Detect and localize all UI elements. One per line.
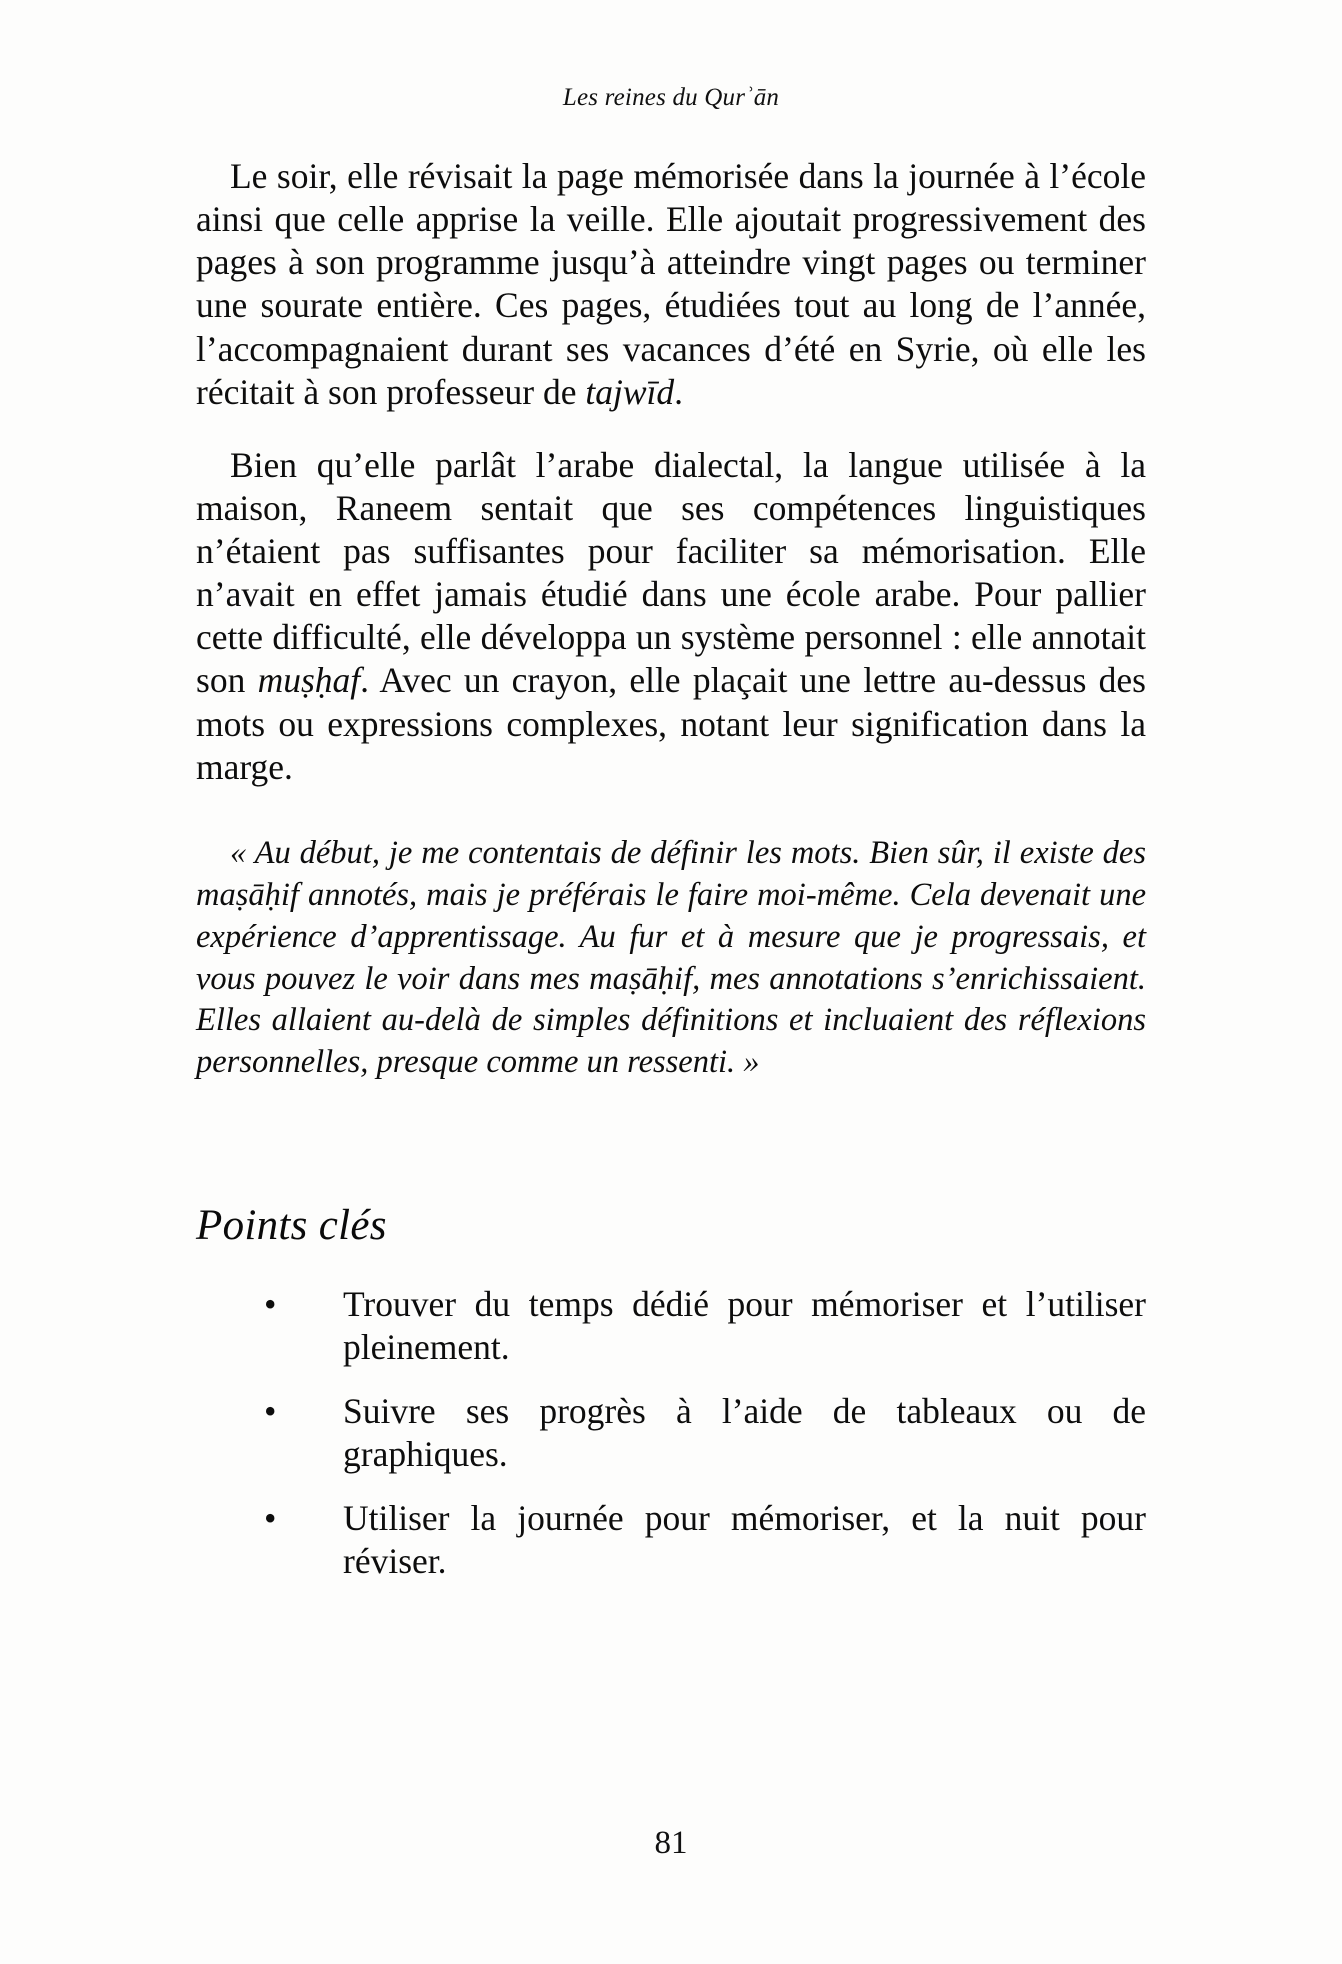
running-header: Les reines du Qurʾān (562, 84, 780, 111)
list-item (196, 1283, 1146, 1369)
paragraph-2-text-after-italic: . Avec un crayon, elle plaçait une lettre au-dessus des mots ou expressions complexes, notant leur signification dans la marge. (196, 660, 1146, 787)
body-paragraph-1 (196, 155, 1146, 414)
page-number: 81 (654, 1825, 688, 1861)
body-paragraph-2 (196, 444, 1146, 789)
key-points-list (196, 1283, 1146, 1584)
bullet-icon: • (264, 1283, 277, 1324)
list-item-label: Suivre ses progrès à l’aide de tableaux ou de graphiques. (343, 1390, 1146, 1474)
list-item-label: Utiliser la journée pour mémoriser, et la nuit pour réviser. (343, 1498, 1146, 1582)
list-item-label: Trouver du temps dédié pour mémoriser et l’utiliser pleinement. (343, 1283, 1146, 1367)
block-quotation: « Au début, je me contentais de définir les mots. Bien sûr, il existe des maṣāḥif annotés, mais je préférais le faire moi-même. Cela devenait une expérience d’apprentissage. Au fur et à mesure que je progressais, et vous pouvez le voir dans mes maṣāḥif, mes annotations s’enrichissaient. Elles allaient au-delà de simples définitions et incluaient des réflexions personnelles, presque comme un ressenti. » (196, 834, 1146, 1081)
section-heading-points-cles: Points clés (196, 1202, 387, 1250)
page-text-block (196, 155, 1146, 1583)
italic-term-mushaf: muṣḥaf (257, 660, 361, 701)
bullet-icon: • (264, 1390, 277, 1431)
bullet-icon: • (264, 1498, 277, 1539)
paragraph-1-text-before-italic: Le soir, elle révisait la page mémorisée dans la journée à l’école ainsi que celle apprise la veille. Elle ajoutait progressivement des pages à son programme jusqu’à atteindre vingt pages ou terminer une sourate entière. Ces pages, étudiées tout au long de l’année, l’accompagnaient durant ses vacances d’été en Syrie, où elle les récitait à son professeur de (196, 156, 1146, 412)
italic-term-tajwid: tajwīd (585, 371, 675, 412)
paragraph-2-text-before-italic: Bien qu’elle parlât l’arabe dialectal, la langue utilisée à la maison, Raneem sentait que ses compétences linguistiques n’étaient pas suffisantes pour faciliter sa mémorisation. Elle n’avait en effet jamais étudié dans une école arabe. Pour pallier cette difficulté, elle développa un système personnel : elle annotait son (196, 444, 1146, 701)
list-item (196, 1497, 1146, 1583)
paragraph-1-text-after-italic: . (674, 371, 684, 412)
list-item (196, 1390, 1146, 1476)
